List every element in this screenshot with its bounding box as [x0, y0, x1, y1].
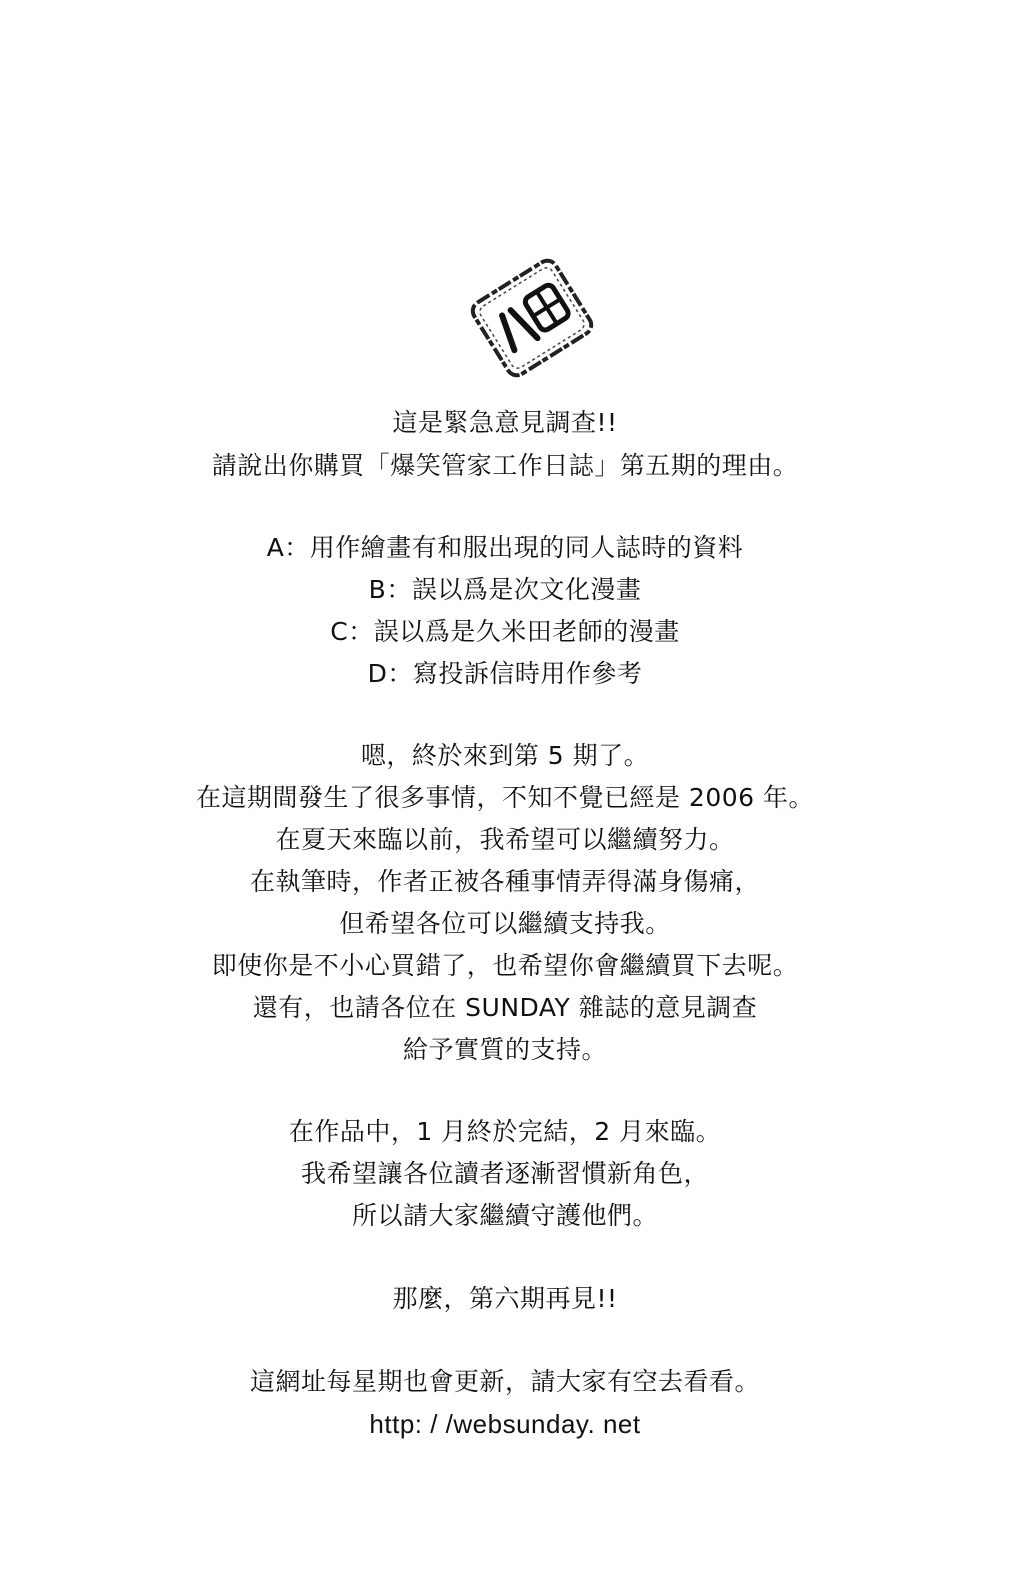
story-line: 在作品中，1 月終於完結，2 月來臨。 [288, 1117, 722, 1146]
message-line: 給予實質的支持。 [402, 1035, 607, 1064]
message-line: 在夏天來臨以前，我希望可以繼續努力。 [275, 825, 735, 854]
message-line: 在這期間發生了很多事情，不知不覺已經是 2006 年。 [195, 783, 815, 812]
survey-option-d: D：寫投訴信時用作參考 [367, 659, 643, 688]
author-seal-stamp [462, 258, 602, 378]
survey-question: 請說出你購買「爆笑管家工作日誌」第五期的理由。 [211, 451, 799, 480]
survey-option-c: C：誤以爲是久米田老師的漫畫 [330, 617, 680, 646]
website-note: 這網址每星期也會更新，請大家有空去看看。 [249, 1367, 760, 1396]
survey-option-b: B：誤以爲是次文化漫畫 [368, 575, 642, 604]
survey-option-a: A：用作繪畫有和服出現的同人誌時的資料 [266, 533, 744, 562]
story-line: 所以請大家繼續守護他們。 [351, 1201, 658, 1230]
message-line: 但希望各位可以繼續支持我。 [339, 909, 671, 938]
message-line: 還有，也請各位在 SUNDAY 雜誌的意見調查 [252, 993, 758, 1022]
message-line: 即使你是不小心買錯了，也希望你會繼續買下去呢。 [211, 951, 799, 980]
message-line: 嗯，終於來到第 5 期了。 [360, 741, 650, 770]
farewell-line: 那麼，第六期再見!! [392, 1284, 618, 1313]
story-line: 我希望讓各位讀者逐漸習慣新角色， [300, 1159, 709, 1188]
message-line: 在執筆時，作者正被各種事情弄得滿身傷痛， [249, 867, 760, 896]
survey-title: 這是緊急意見調查!! [392, 408, 618, 437]
website-url-link[interactable]: http: / /websunday. net [369, 1409, 641, 1439]
